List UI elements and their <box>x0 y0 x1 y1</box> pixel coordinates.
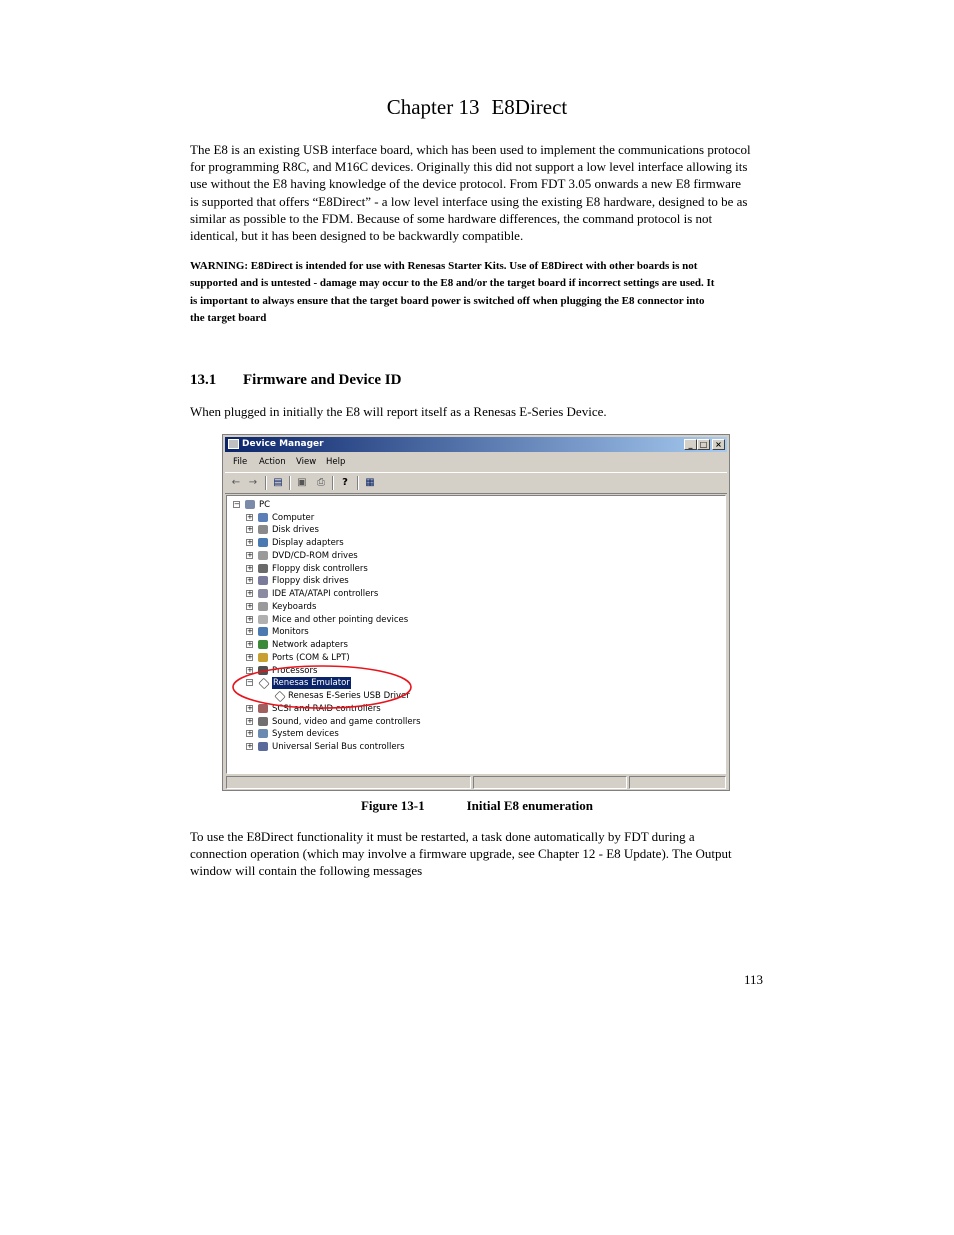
close-button[interactable]: × <box>712 439 725 450</box>
device-category-icon <box>258 717 268 726</box>
tree-item-label: Floppy disk controllers <box>272 563 368 574</box>
page-number: 113 <box>743 972 763 987</box>
status-bar <box>226 776 726 789</box>
device-category-icon <box>258 589 268 598</box>
maximize-button[interactable]: □ <box>697 439 710 450</box>
toolbar <box>225 472 727 494</box>
tree-item-label: Processors <box>272 665 318 676</box>
tree-item-label: Renesas Emulator <box>273 678 350 689</box>
warning-line: the target board <box>190 312 267 325</box>
intro-line: similar as possible to the FDM. Because of some hardware differences, the command protocol is not <box>190 210 713 226</box>
window-title: Device Manager <box>242 439 324 449</box>
properties-icon[interactable]: ▣ <box>297 477 307 488</box>
closing-line: To use the E8Direct functionality it must be restarted, a task done automatically by FDT during a <box>190 829 695 844</box>
expand-icon[interactable]: + <box>247 665 253 674</box>
status-pane <box>473 776 627 789</box>
expand-icon[interactable]: + <box>247 563 253 572</box>
chapter-name: E8Direct <box>491 95 568 119</box>
device-category-icon <box>258 576 268 585</box>
device-category-icon <box>258 538 268 547</box>
expand-icon[interactable]: + <box>247 742 253 750</box>
device-category-icon <box>258 551 268 560</box>
minimize-button[interactable]: _ <box>684 439 697 450</box>
device-category-icon <box>258 729 268 738</box>
menu-file[interactable]: File <box>233 457 248 467</box>
tree-item-label: Renesas E-Series USB Driver <box>288 691 410 701</box>
intro-paragraph <box>190 141 765 244</box>
device-category-icon <box>258 640 268 649</box>
intro-line: The E8 is an existing USB interface board, which has been used to implement the communications protocol <box>190 142 751 157</box>
highlight-ellipse-shape <box>233 666 411 708</box>
tree-item-label: Ports (COM & LPT) <box>272 652 350 663</box>
tree-item-label: DVD/CD-ROM drives <box>272 550 358 561</box>
figure-number: Figure 13-1 <box>360 798 425 813</box>
back-arrow-icon[interactable]: ← <box>231 477 241 488</box>
tree-item-label: Computer <box>272 512 315 523</box>
closing-paragraph <box>190 828 765 880</box>
menu-bar <box>225 454 727 470</box>
tree-item-label: Monitors <box>272 627 309 638</box>
expand-icon[interactable]: + <box>247 525 253 534</box>
collapse-icon[interactable]: − <box>234 500 240 508</box>
tree-item-label: Floppy disk drives <box>272 576 349 587</box>
tree-item-label: SCSI and RAID controllers <box>272 703 381 714</box>
expand-icon[interactable]: + <box>247 652 253 661</box>
expand-icon[interactable]: + <box>247 703 253 712</box>
device-tree[interactable] <box>226 495 726 774</box>
tree-item-label: System devices <box>272 729 339 740</box>
menu-help[interactable]: Help <box>326 457 346 467</box>
menu-view[interactable]: View <box>296 457 317 467</box>
warning-paragraph <box>190 258 765 328</box>
print-icon[interactable]: ⎙ <box>317 477 325 488</box>
section-title: Firmware and Device ID <box>243 372 402 388</box>
computer-icon <box>245 500 255 509</box>
warning-line: supported and is untested - damage may occur to the E8 and/or the target board if incorrect settings are used. It <box>190 277 715 290</box>
device-category-icon <box>258 513 268 522</box>
device-category-icon <box>258 742 268 751</box>
closing-line: connection operation (which may involve a firmware upgrade, see Chapter 12 - E8 Update). The Output <box>190 846 732 862</box>
view-icon[interactable]: ▤ <box>273 477 283 488</box>
highlight-ellipse <box>231 664 413 710</box>
tree-item-label: Disk drives <box>272 525 319 536</box>
intro-line: use without the E8 having knowledge of the device protocol. From FDT 3.05 onwards a new E8 firmware <box>190 176 742 192</box>
computer-icon <box>228 439 239 449</box>
tree-item-label: Sound, video and game controllers <box>272 716 421 727</box>
device-category-icon <box>258 615 268 624</box>
expand-icon[interactable]: + <box>247 550 253 559</box>
tree-item-label: Mice and other pointing devices <box>272 614 409 625</box>
device-category-icon <box>258 627 268 636</box>
section-paragraph: When plugged in initially the E8 will report itself as a Renesas E-Series Device. <box>190 404 607 419</box>
section-heading <box>190 370 401 390</box>
expand-icon[interactable]: + <box>247 601 253 610</box>
status-pane <box>226 776 471 789</box>
tree-item-label: IDE ATA/ATAPI controllers <box>272 589 379 599</box>
expand-icon[interactable]: + <box>247 589 253 597</box>
device-category-icon <box>258 525 268 534</box>
collapse-icon[interactable]: − <box>247 678 253 687</box>
title-bar <box>225 437 727 452</box>
expand-icon[interactable]: + <box>247 627 253 636</box>
device-category-icon <box>258 564 268 573</box>
expand-icon[interactable]: + <box>247 576 253 585</box>
figure-title: Initial E8 enumeration <box>466 798 594 813</box>
expand-icon[interactable]: + <box>247 716 253 725</box>
section-number: 13.1 <box>190 372 217 388</box>
tree-item-label: Network adapters <box>272 640 348 650</box>
toolbar-separator <box>265 476 267 490</box>
intro-line: is supported that offers “E8Direct” - a low level interface using the existing E8 hardware, designed to be as <box>190 193 748 209</box>
figure-caption <box>0 797 954 815</box>
warning-line: is important to always ensure that the target board power is switched off when plugging the E8 connector into <box>190 294 705 307</box>
warning-line: WARNING: E8Direct is intended for use with Renesas Starter Kits. Use of E8Direct with other boards is not <box>190 260 698 272</box>
chapter-title <box>0 93 954 121</box>
tree-root-label: PC <box>259 500 271 510</box>
chapter-number: Chapter 13 <box>386 95 480 119</box>
expand-icon[interactable]: + <box>247 512 253 521</box>
menu-action[interactable]: Action <box>259 457 286 467</box>
closing-line: window will contain the following messages <box>190 863 423 879</box>
toolbar-separator <box>357 476 359 490</box>
help-icon[interactable]: ? <box>342 477 348 488</box>
intro-line: identical, but it has been designed to be backwardly compatible. <box>190 228 524 244</box>
status-pane <box>629 776 726 789</box>
toolbar-separator <box>332 476 334 490</box>
intro-line: for programming R8C, and M16C devices. Originally this did not support a low level interface allowing its <box>190 159 748 175</box>
expand-icon[interactable]: + <box>247 640 253 648</box>
toolbar-separator <box>289 476 291 490</box>
tree-item-label: Keyboards <box>272 601 317 612</box>
expand-icon[interactable]: + <box>247 729 253 738</box>
device-category-icon <box>258 602 268 611</box>
forward-arrow-icon[interactable]: → <box>248 477 258 488</box>
tree-item-label: Universal Serial Bus controllers <box>272 742 405 752</box>
expand-icon[interactable]: + <box>247 538 253 546</box>
tree-item-label: Display adapters <box>272 538 344 548</box>
expand-icon[interactable]: + <box>247 614 253 623</box>
device-manager-window <box>222 434 730 791</box>
scan-hardware-icon[interactable]: ▦ <box>365 477 375 488</box>
device-category-icon <box>258 653 268 662</box>
